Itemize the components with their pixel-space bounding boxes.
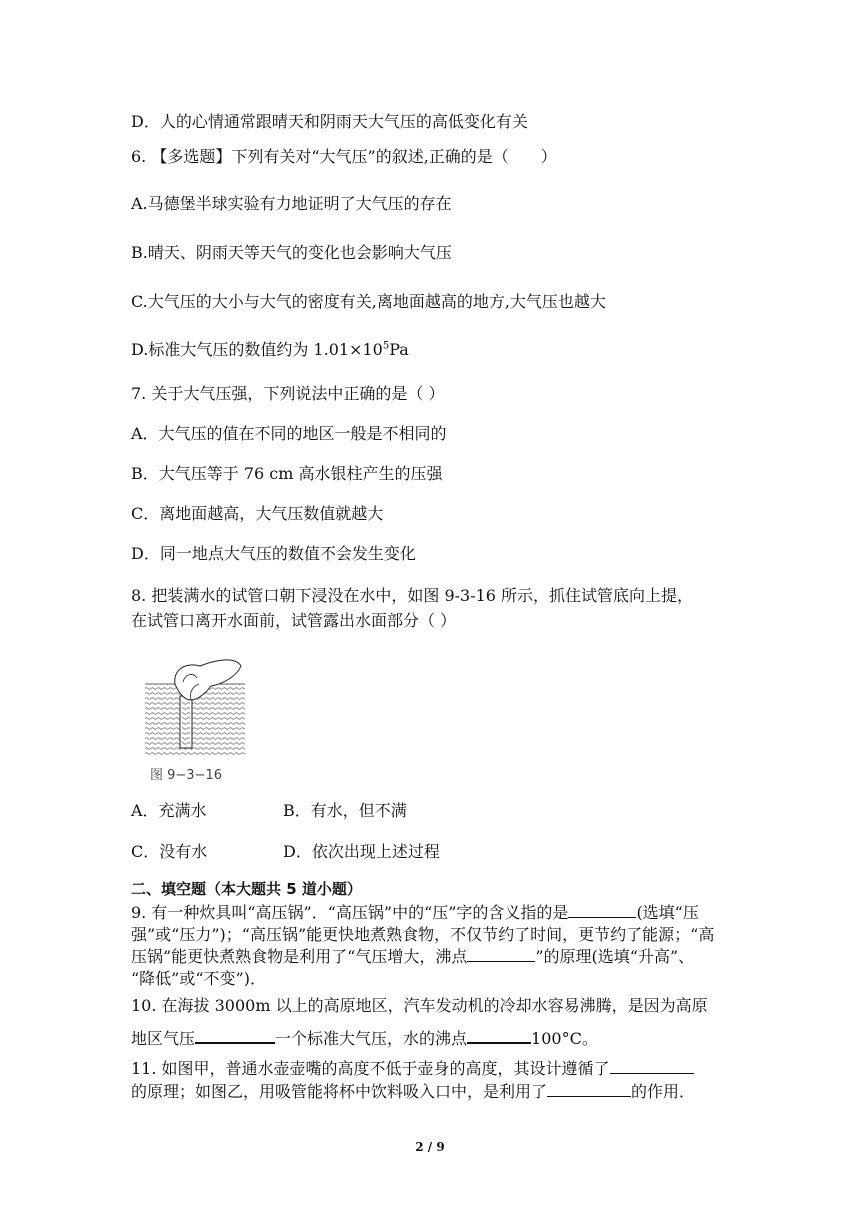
q9-line3: [131, 947, 694, 967]
q8-stem-line2: 在试管口离开水面前，试管露出水面部分（ ）: [131, 611, 457, 630]
q11-blank-2[interactable]: [547, 1082, 631, 1097]
q10-line2-middle: 一个标准大气压，水的沸点: [275, 1029, 468, 1048]
q7-option-c: C．离地面越高，大气压数值就越大: [131, 504, 384, 523]
q7-option-b: B．大气压等于 76 cm 高水银柱产生的压强: [131, 464, 443, 483]
q8-option-d: D．依次出现上述过程: [283, 842, 440, 861]
q6-option-a: A.马德堡半球实验有力地证明了大气压的存在: [131, 194, 452, 213]
q6-option-d-unit: Pa: [389, 340, 409, 359]
q10-line2-text: 地区气压: [131, 1029, 196, 1048]
q6-option-d-text: D.标准大气压的数值约为 1.01×10: [131, 340, 383, 359]
q9-line4: “降低”或“不变”)．: [131, 969, 266, 988]
q6-option-c: C.大气压的大小与大气的密度有关,离地面越高的地方,大气压也越大: [131, 292, 606, 311]
q6-option-b: B.晴天、阴雨天等天气的变化也会影响大气压: [131, 243, 452, 262]
q6-option-d: [131, 340, 409, 360]
q8-stem-line1: 8. 把装满水的试管口朝下浸没在水中，如图 9-3-16 所示，抓住试管底向上提，: [131, 586, 694, 605]
q9-blank-1[interactable]: [568, 903, 636, 918]
q5-option-d: D．人的心情通常跟晴天和阴雨天大气压的高低变化有关: [131, 112, 528, 131]
q6-option-d-exponent: 5: [382, 340, 390, 352]
q9-line1-text: 9. 有一种炊具叫“高压锅”．“高压锅”中的“压”字的含义指的是: [131, 903, 569, 922]
q9-line1-tail: (选填“压: [636, 903, 699, 922]
q9-blank-2[interactable]: [467, 947, 535, 962]
q7-option-a: A．大气压的值在不同的地区一般是不相同的: [131, 424, 447, 443]
figure-caption: 图 9−3−16: [150, 768, 223, 783]
q10-blank-1[interactable]: [195, 1028, 275, 1044]
q10-line1: 10. 在海拔 3000m 以上的高原地区，汽车发动机的冷却水容易沸腾，是因为高原: [131, 996, 708, 1015]
q8-option-c: C．没有水: [131, 842, 208, 861]
test-tube-illustration: [145, 656, 245, 766]
q11-line1: [131, 1059, 694, 1079]
q10-blank-2[interactable]: [467, 1028, 531, 1044]
q8-option-a: A．充满水: [131, 801, 207, 820]
q9-line2: 强”或“压力”)；“高压锅”能更快地煮熟食物，不仅节约了时间，更节约了能源；“高: [131, 925, 715, 944]
q11-line2-text: 的原理；如图乙，用吸管能将杯中饮料吸入口中，是利用了: [131, 1082, 548, 1101]
q7-option-d: D．同一地点大气压的数值不会发生变化: [131, 544, 416, 563]
q9-line3-tail: ”的原理(选填“升高”、: [535, 947, 695, 966]
q11-blank-1[interactable]: [610, 1059, 694, 1074]
section-title-fill-in: 二、填空题（本大题共 5 道小题）: [131, 880, 362, 898]
q11-line2: [131, 1082, 695, 1102]
page-number: 2 / 9: [415, 1140, 445, 1154]
q11-line1-text: 11. 如图甲，普通水壶壶嘴的高度不低于壶身的高度，其设计遵循了: [131, 1059, 610, 1078]
q11-line2-tail: 的作用．: [631, 1082, 696, 1101]
q8-option-b: B．有水，但不满: [283, 801, 407, 820]
q9-line3-text: 压锅”能更快煮熟食物是利用了“气压增大，沸点: [131, 947, 468, 966]
q6-stem: 6. 【多选题】下列有关对“大气压”的叙述,正确的是（ ）: [131, 147, 557, 166]
q7-stem: 7. 关于大气压强，下列说法中正确的是（ ）: [131, 384, 445, 403]
q10-line2-tail: 100°C。: [531, 1029, 598, 1048]
q10-line2: [131, 1028, 598, 1049]
q9-line1: [131, 903, 699, 923]
